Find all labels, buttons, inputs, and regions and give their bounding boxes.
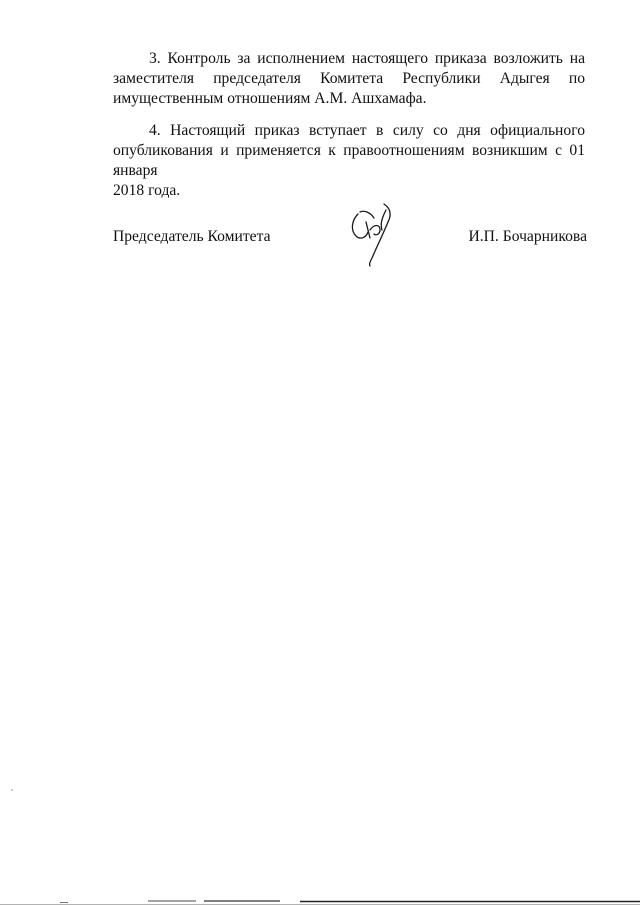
paragraph-3-line-2: заместителя председателя Комитета Республики Адыгея по	[113, 70, 585, 87]
scan-bottom-edge	[0, 893, 640, 905]
paragraph-4-line-1: 4. Настоящий приказ вступает в силу со дня официального	[149, 122, 585, 139]
paragraph-3-line-3: имущественным отношениям А.М. Ашхамафа.	[113, 90, 427, 107]
paragraph-4-line-3: 2018 года.	[113, 182, 181, 199]
handwritten-signature	[340, 200, 410, 268]
scan-speck	[11, 789, 13, 791]
signatory-name: И.П. Бочарникова	[468, 228, 587, 245]
signatory-title: Председатель Комитета	[113, 228, 271, 245]
paragraph-3	[113, 49, 585, 109]
paragraph-4-line-2: опубликования и применяется к правоотношениям возникшим с 01 января	[113, 142, 585, 179]
paragraph-4	[113, 121, 585, 201]
paragraph-3-line-1: 3. Контроль за исполнением настоящего приказа возложить на	[149, 50, 585, 67]
